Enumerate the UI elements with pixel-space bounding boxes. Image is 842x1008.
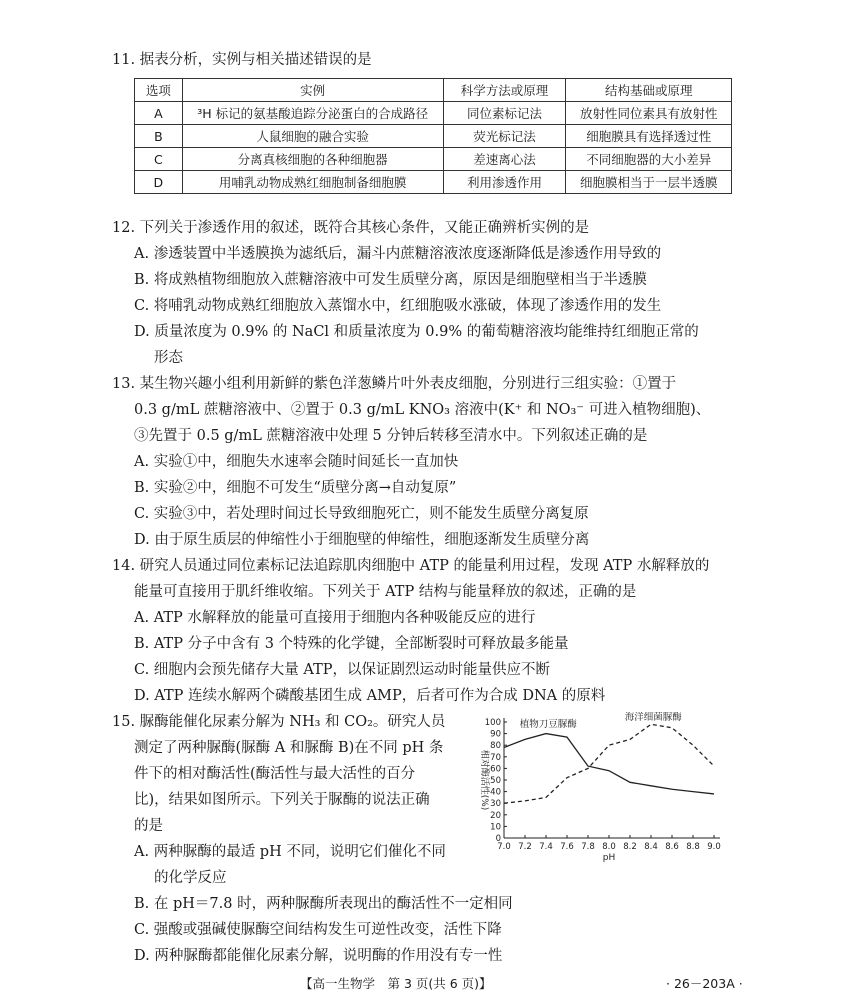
q15-option-c: C. 强酸或强碱使脲酶空间结构发生可逆性改变，活性下降 [134, 922, 502, 938]
y-axis-label: 相对酶活性(%) [479, 749, 489, 811]
table-cell: C [135, 148, 183, 171]
series-label-2: 海洋细菌脲酶 [624, 712, 682, 723]
q12-option-c: C. 将哺乳动物成熟红细胞放入蒸馏水中，红细胞吸水涨破，体现了渗透作用的发生 [134, 298, 662, 314]
x-tick-label: 8.2 [623, 842, 637, 852]
table-cell: 同位素标记法 [443, 102, 566, 125]
q14-option-c: C. 细胞内会预先储存大量 ATP，以保证剧烈运动时能量供应不断 [134, 662, 551, 678]
q11-stem: 11. 据表分析，实例与相关描述错误的是 [112, 52, 372, 68]
q13-stem-line3: ③先置于 0.5 g/mL 蔗糖溶液中处理 5 分钟后转移至清水中。下列叙述正确的是 [134, 428, 648, 444]
q15-stem-line4: 比)，结果如图所示。下列关于脲酶的说法正确 [134, 792, 430, 808]
table-header: 实例 [182, 79, 443, 102]
q15-option-a: A. 两种脲酶的最适 pH 不同，说明它们催化不同 [134, 844, 446, 860]
page-footer-right: · 26－203A · [666, 976, 743, 991]
page-footer-center: 【高一生物学 第 3 页(共 6 页)】 [300, 976, 492, 991]
y-tick-label: 90 [490, 729, 501, 740]
table-cell: 放射性同位素具有放射性 [566, 102, 732, 125]
table-cell: B [135, 125, 183, 148]
q15-option-d: D. 两种脲酶都能催化尿素分解，说明酶的作用没有专一性 [134, 948, 503, 964]
x-tick-label: 7.6 [560, 842, 574, 852]
q12-option-d: D. 质量浓度为 0.9% 的 NaCl 和质量浓度为 0.9% 的葡萄糖溶液均能维持红细胞正常的 [134, 324, 699, 340]
table-cell: 差速离心法 [443, 148, 566, 171]
y-tick-label: 70 [490, 752, 501, 763]
y-tick-label: 40 [490, 787, 501, 798]
q13-option-a: A. 实验①中，细胞失水速率会随时间延长一直加快 [134, 454, 459, 470]
q15-option-b: B. 在 pH＝7.8 时，两种脲酶所表现出的酶活性不一定相同 [134, 896, 513, 912]
table-cell: D [135, 171, 183, 194]
q12-option-d-cont: 形态 [154, 350, 183, 366]
q15-stem-line1: 15. 脲酶能催化尿素分解为 NH₃ 和 CO₂。研究人员 [112, 714, 446, 730]
x-axis-label: pH [602, 853, 616, 863]
q13-option-c: C. 实验③中，若处理时间过长导致细胞死亡，则不能发生质壁分离复原 [134, 506, 589, 522]
series-label-1: 植物刀豆脲酶 [519, 719, 577, 730]
table-cell: 不同细胞器的大小差异 [566, 148, 732, 171]
table-cell: A [135, 102, 183, 125]
y-tick-label: 20 [490, 810, 501, 821]
table-cell: 分离真核细胞的各种细胞器 [182, 148, 443, 171]
x-tick-label: 8.8 [686, 842, 700, 852]
q14-option-a: A. ATP 水解释放的能量可直接用于细胞内各种吸能反应的进行 [134, 610, 536, 626]
q14-option-d: D. ATP 连续水解两个磷酸基团生成 AMP，后者可作为合成 DNA 的原料 [134, 688, 606, 704]
q12-stem: 12. 下列关于渗透作用的叙述，既符合其核心条件，又能正确辨析实例的是 [112, 220, 590, 236]
y-tick-label: 10 [490, 822, 501, 833]
q13-option-b: B. 实验②中，细胞不可发生“质壁分离→自动复原” [134, 480, 457, 496]
series-line-1 [504, 734, 714, 794]
table-header: 科学方法或原理 [443, 79, 566, 102]
q14-stem-line1: 14. 研究人员通过同位素标记法追踪肌肉细胞中 ATP 的能量利用过程，发现 ATP 水解释放的 [112, 558, 710, 574]
q11-table [134, 78, 732, 194]
table-row [135, 125, 732, 148]
q14-option-b: B. ATP 分子中含有 3 个特殊的化学键，全部断裂时可释放最多能量 [134, 636, 569, 652]
q13-stem-line2: 0.3 g/mL 蔗糖溶液中、②置于 0.3 g/mL KNO₃ 溶液中(K⁺ 和 NO₃⁻ 可进入植物细胞)、 [134, 402, 711, 418]
y-tick-label: 50 [490, 776, 501, 786]
q13-option-d: D. 由于原生质层的伸缩性小于细胞壁的伸缩性，细胞逐渐发生质壁分离 [134, 532, 590, 548]
y-tick-label: 60 [490, 764, 501, 775]
q13-stem-line1: 13. 某生物兴趣小组利用新鲜的紫色洋葱鳞片叶外表皮细胞，分别进行三组实验：①置于 [112, 376, 677, 392]
x-tick-label: 9.0 [707, 842, 721, 852]
y-tick-label: 0 [495, 834, 501, 844]
q15-stem-line2: 测定了两种脲酶(脲酶 A 和脲酶 B)在不同 pH 条 [134, 740, 444, 756]
x-tick-label: 8.6 [665, 842, 679, 852]
y-tick-label: 100 [484, 718, 501, 728]
q15-stem-line3: 件下的相对酶活性(酶活性与最大活性的百分 [134, 766, 416, 782]
table-cell: 荧光标记法 [443, 125, 566, 148]
table-cell: 用哺乳动物成熟红细胞制备细胞膜 [182, 171, 443, 194]
table-header: 结构基础或原理 [566, 79, 732, 102]
x-tick-label: 7.8 [581, 842, 595, 852]
table-cell: ³H 标记的氨基酸追踪分泌蛋白的合成路径 [182, 102, 443, 125]
table-cell: 利用渗透作用 [443, 171, 566, 194]
x-tick-label: 7.4 [539, 842, 553, 852]
y-tick-label: 80 [490, 741, 501, 752]
table-cell: 人鼠细胞的融合实验 [182, 125, 443, 148]
q12-option-a: A. 渗透装置中半透膜换为滤纸后，漏斗内蔗糖溶液浓度逐渐降低是渗透作用导致的 [134, 246, 662, 262]
y-tick-label: 30 [490, 799, 501, 810]
q15-stem-line5: 的是 [134, 818, 163, 834]
enzyme-activity-chart [472, 712, 730, 864]
table-header-row [135, 79, 732, 102]
table-row [135, 171, 732, 194]
q12-option-b: B. 将成熟植物细胞放入蔗糖溶液中可发生质壁分离，原因是细胞壁相当于半透膜 [134, 272, 647, 288]
table-header: 选项 [135, 79, 183, 102]
q15-option-a-cont: 的化学反应 [154, 870, 227, 886]
table-cell: 细胞膜具有选择透过性 [566, 125, 732, 148]
x-tick-label: 7.2 [518, 842, 532, 852]
table-cell: 细胞膜相当于一层半透膜 [566, 171, 732, 194]
chart-svg [472, 712, 730, 864]
x-tick-label: 8.4 [644, 842, 658, 852]
x-tick-label: 7.0 [497, 842, 511, 852]
table-row [135, 102, 732, 125]
table-row [135, 148, 732, 171]
q14-stem-line2: 能量可直接用于肌纤维收缩。下列关于 ATP 结构与能量释放的叙述，正确的是 [134, 584, 637, 600]
x-tick-label: 8.0 [602, 842, 616, 852]
